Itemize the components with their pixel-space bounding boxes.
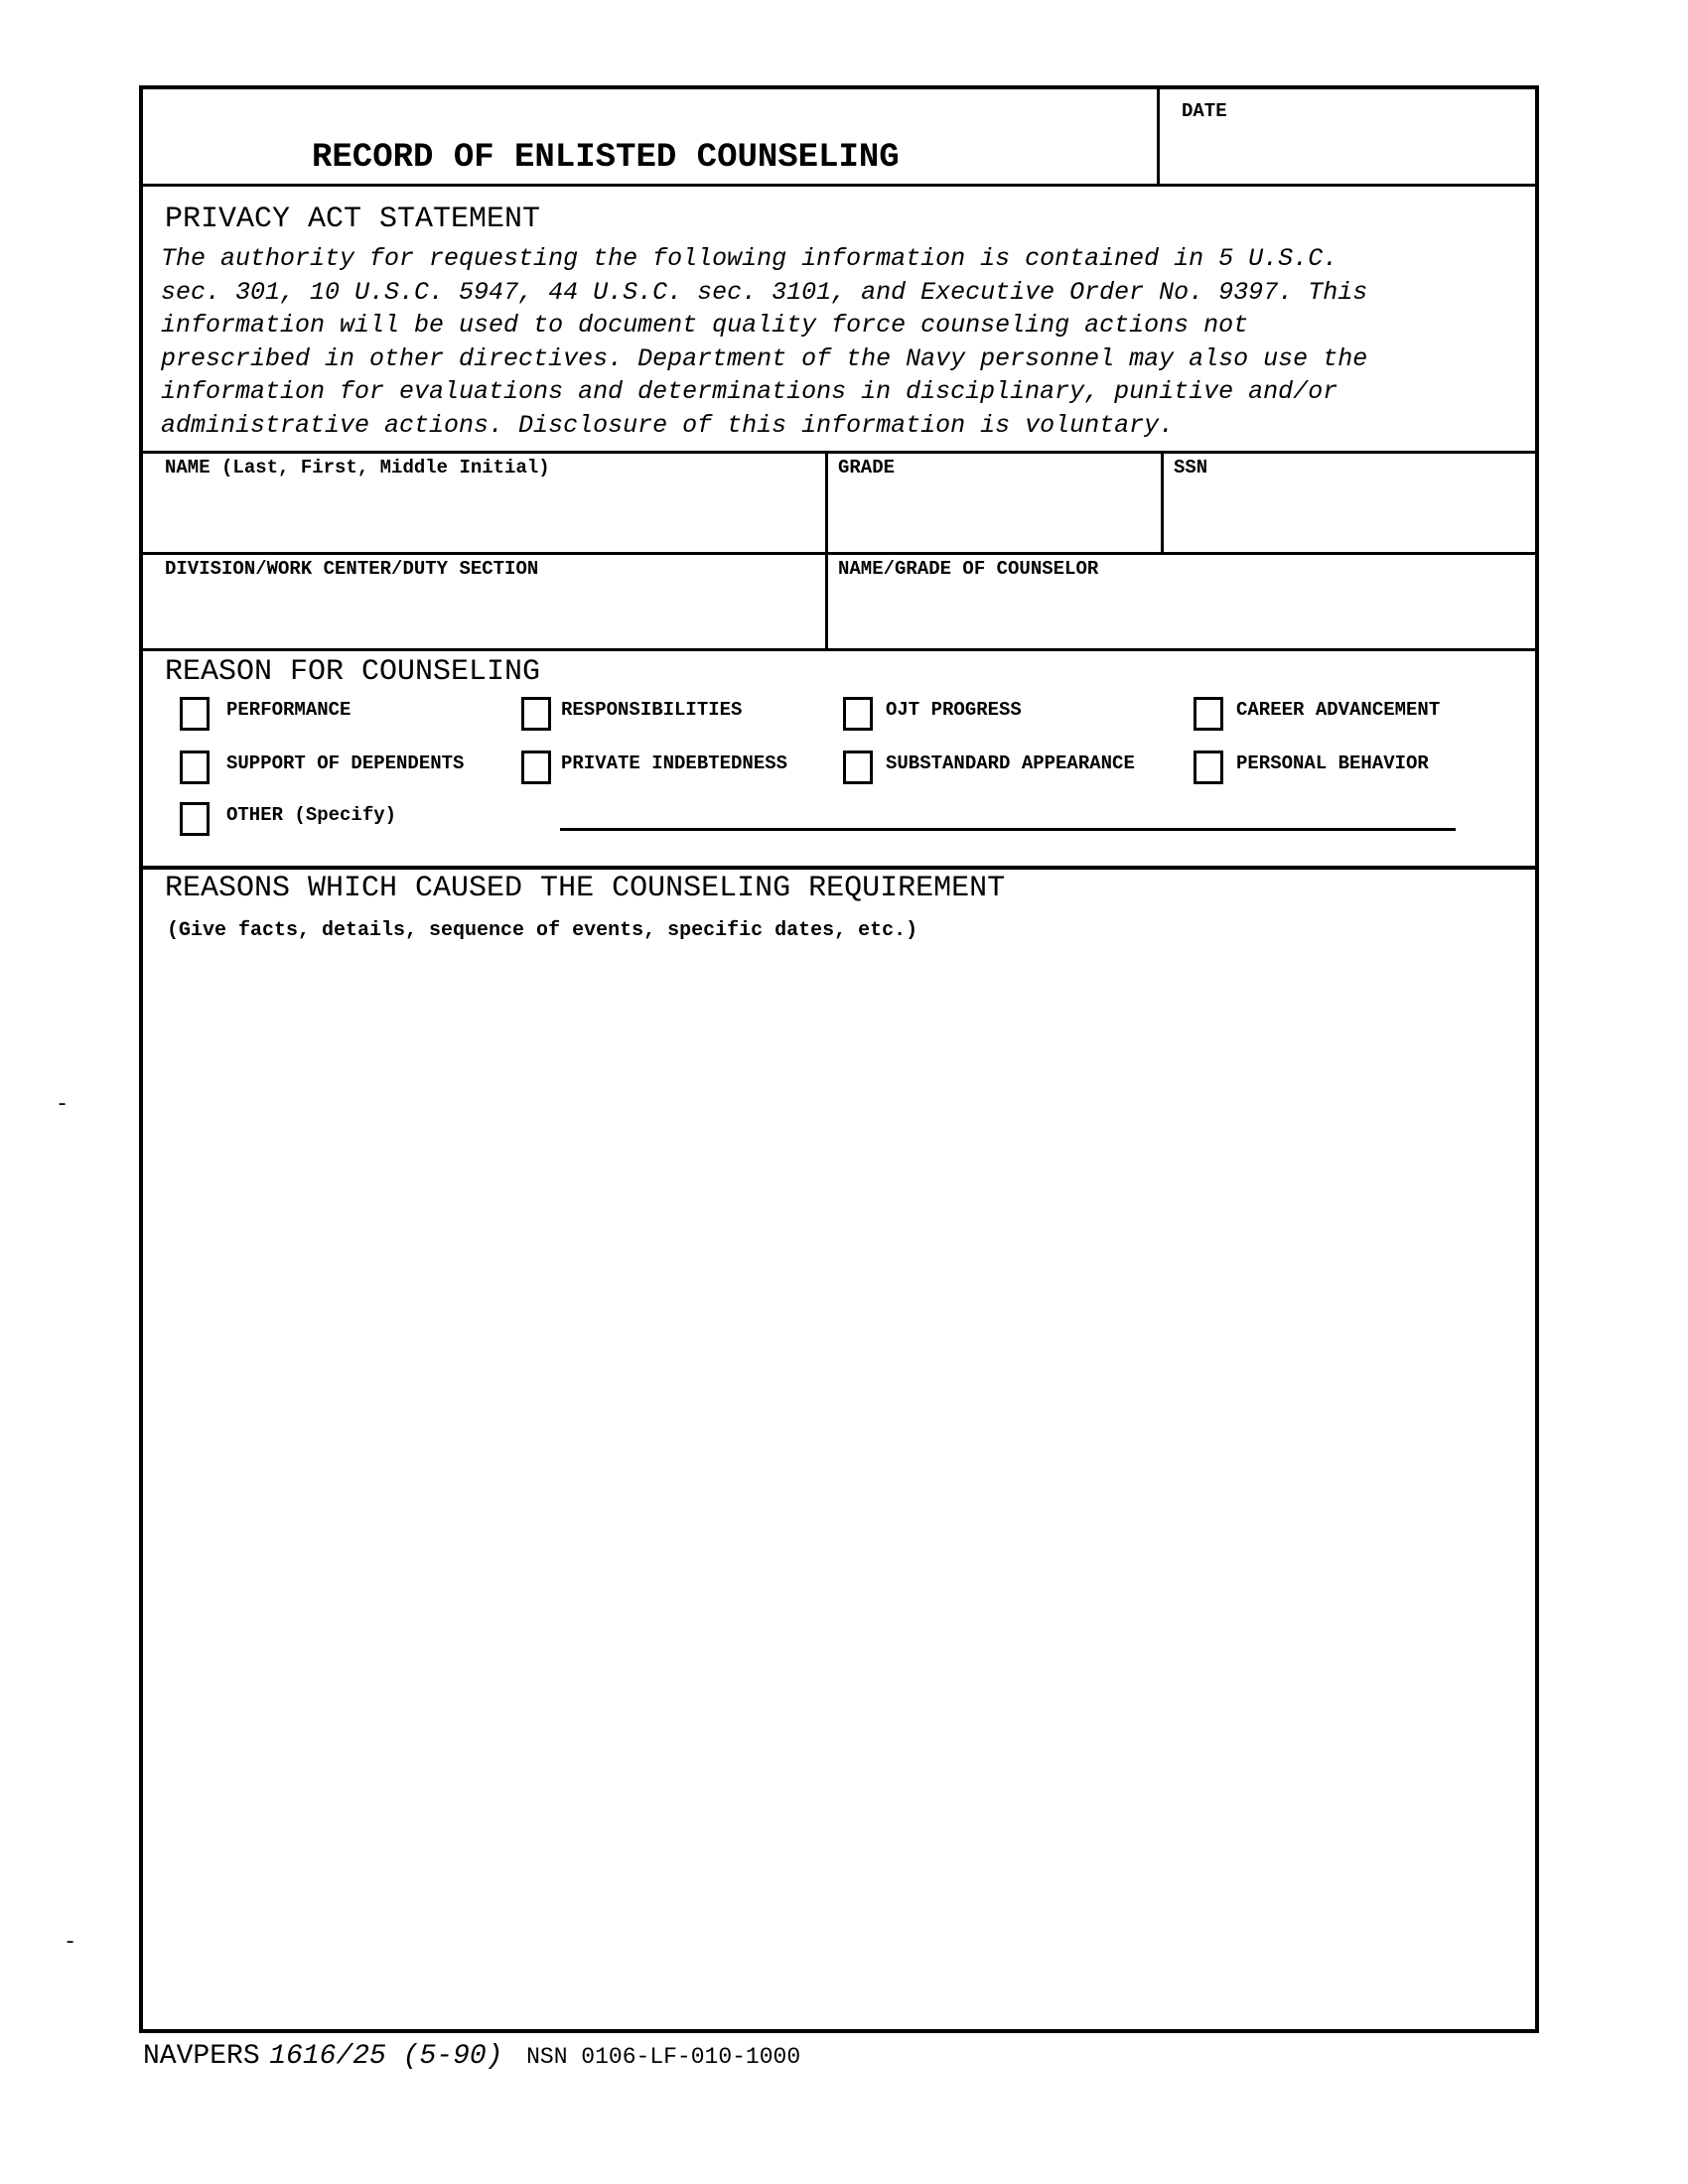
form-prefix: NAVPERS <box>143 2041 260 2072</box>
name-field[interactable] <box>147 482 822 546</box>
grade-label: GRADE <box>838 457 896 478</box>
form-footer <box>143 2041 800 2072</box>
responsibilities-checkbox[interactable] <box>521 697 551 731</box>
reason-heading: REASON FOR COUNSELING <box>165 655 541 689</box>
other-checkbox[interactable] <box>180 802 210 836</box>
private-indebtedness-label: PRIVATE INDEBTEDNESS <box>561 752 788 774</box>
career-advancement-label: CAREER ADVANCEMENT <box>1236 699 1441 721</box>
form-number: 1616/25 (5-90) <box>269 2041 503 2072</box>
divider <box>143 451 1535 454</box>
support-of-dependents-label: SUPPORT OF DEPENDENTS <box>226 752 465 774</box>
other-specify-field[interactable] <box>560 790 1456 831</box>
personal-behavior-checkbox[interactable] <box>1194 751 1223 784</box>
division-label: DIVISION/WORK CENTER/DUTY SECTION <box>165 558 539 580</box>
performance-label: PERFORMANCE <box>226 699 352 721</box>
grade-field[interactable] <box>830 482 1158 546</box>
private-indebtedness-checkbox[interactable] <box>521 751 551 784</box>
privacy-line: administrative actions. Disclosure of this information is voluntary. <box>161 410 1175 440</box>
margin-mark: - <box>56 1092 70 1117</box>
form-title: RECORD OF ENLISTED COUNSELING <box>312 139 900 177</box>
counselor-field[interactable] <box>830 584 1533 645</box>
divider <box>143 184 1535 187</box>
ojt-progress-label: OJT PROGRESS <box>886 699 1022 721</box>
date-field[interactable] <box>1162 125 1535 181</box>
ssn-label: SSN <box>1174 457 1208 478</box>
privacy-line: information for evaluations and determinations in disciplinary, punitive and/or <box>161 377 1338 407</box>
privacy-statement <box>161 242 1531 443</box>
requirement-heading: REASONS WHICH CAUSED THE COUNSELING REQUIREMENT <box>165 872 1006 905</box>
counselor-label: NAME/GRADE OF COUNSELOR <box>838 558 1099 580</box>
support-of-dependents-checkbox[interactable] <box>180 751 210 784</box>
date-label: DATE <box>1182 100 1227 122</box>
name-label: NAME (Last, First, Middle Initial) <box>165 457 550 478</box>
ssn-field[interactable] <box>1166 482 1533 546</box>
privacy-heading: PRIVACY ACT STATEMENT <box>165 203 541 236</box>
privacy-line: The authority for requesting the following information is contained in 5 U.S.C. <box>161 244 1338 273</box>
privacy-line: information will be used to document quality force counseling actions not <box>161 311 1249 341</box>
substandard-appearance-label: SUBSTANDARD APPEARANCE <box>886 752 1135 774</box>
divider <box>143 648 1535 651</box>
divider <box>1161 451 1164 552</box>
divider <box>143 866 1535 870</box>
requirement-text-area[interactable] <box>147 953 1535 2027</box>
ojt-progress-checkbox[interactable] <box>843 697 873 731</box>
division-field[interactable] <box>147 584 822 645</box>
counseling-form <box>139 85 1539 2033</box>
personal-behavior-label: PERSONAL BEHAVIOR <box>1236 752 1429 774</box>
requirement-subheading: (Give facts, details, sequence of events, specific dates, etc.) <box>167 919 918 942</box>
responsibilities-label: RESPONSIBILITIES <box>561 699 743 721</box>
divider <box>825 451 828 648</box>
performance-checkbox[interactable] <box>180 697 210 731</box>
margin-mark: - <box>64 1930 77 1955</box>
divider <box>143 552 1535 555</box>
privacy-line: prescribed in other directives. Department of the Navy personnel may also use the <box>161 343 1368 373</box>
divider <box>1157 89 1160 184</box>
career-advancement-checkbox[interactable] <box>1194 697 1223 731</box>
privacy-line: sec. 301, 10 U.S.C. 5947, 44 U.S.C. sec. 3101, and Executive Order No. 9397. This <box>161 277 1368 307</box>
other-label: OTHER (Specify) <box>226 804 397 826</box>
nsn-number: NSN 0106-LF-010-1000 <box>526 2044 801 2070</box>
substandard-appearance-checkbox[interactable] <box>843 751 873 784</box>
